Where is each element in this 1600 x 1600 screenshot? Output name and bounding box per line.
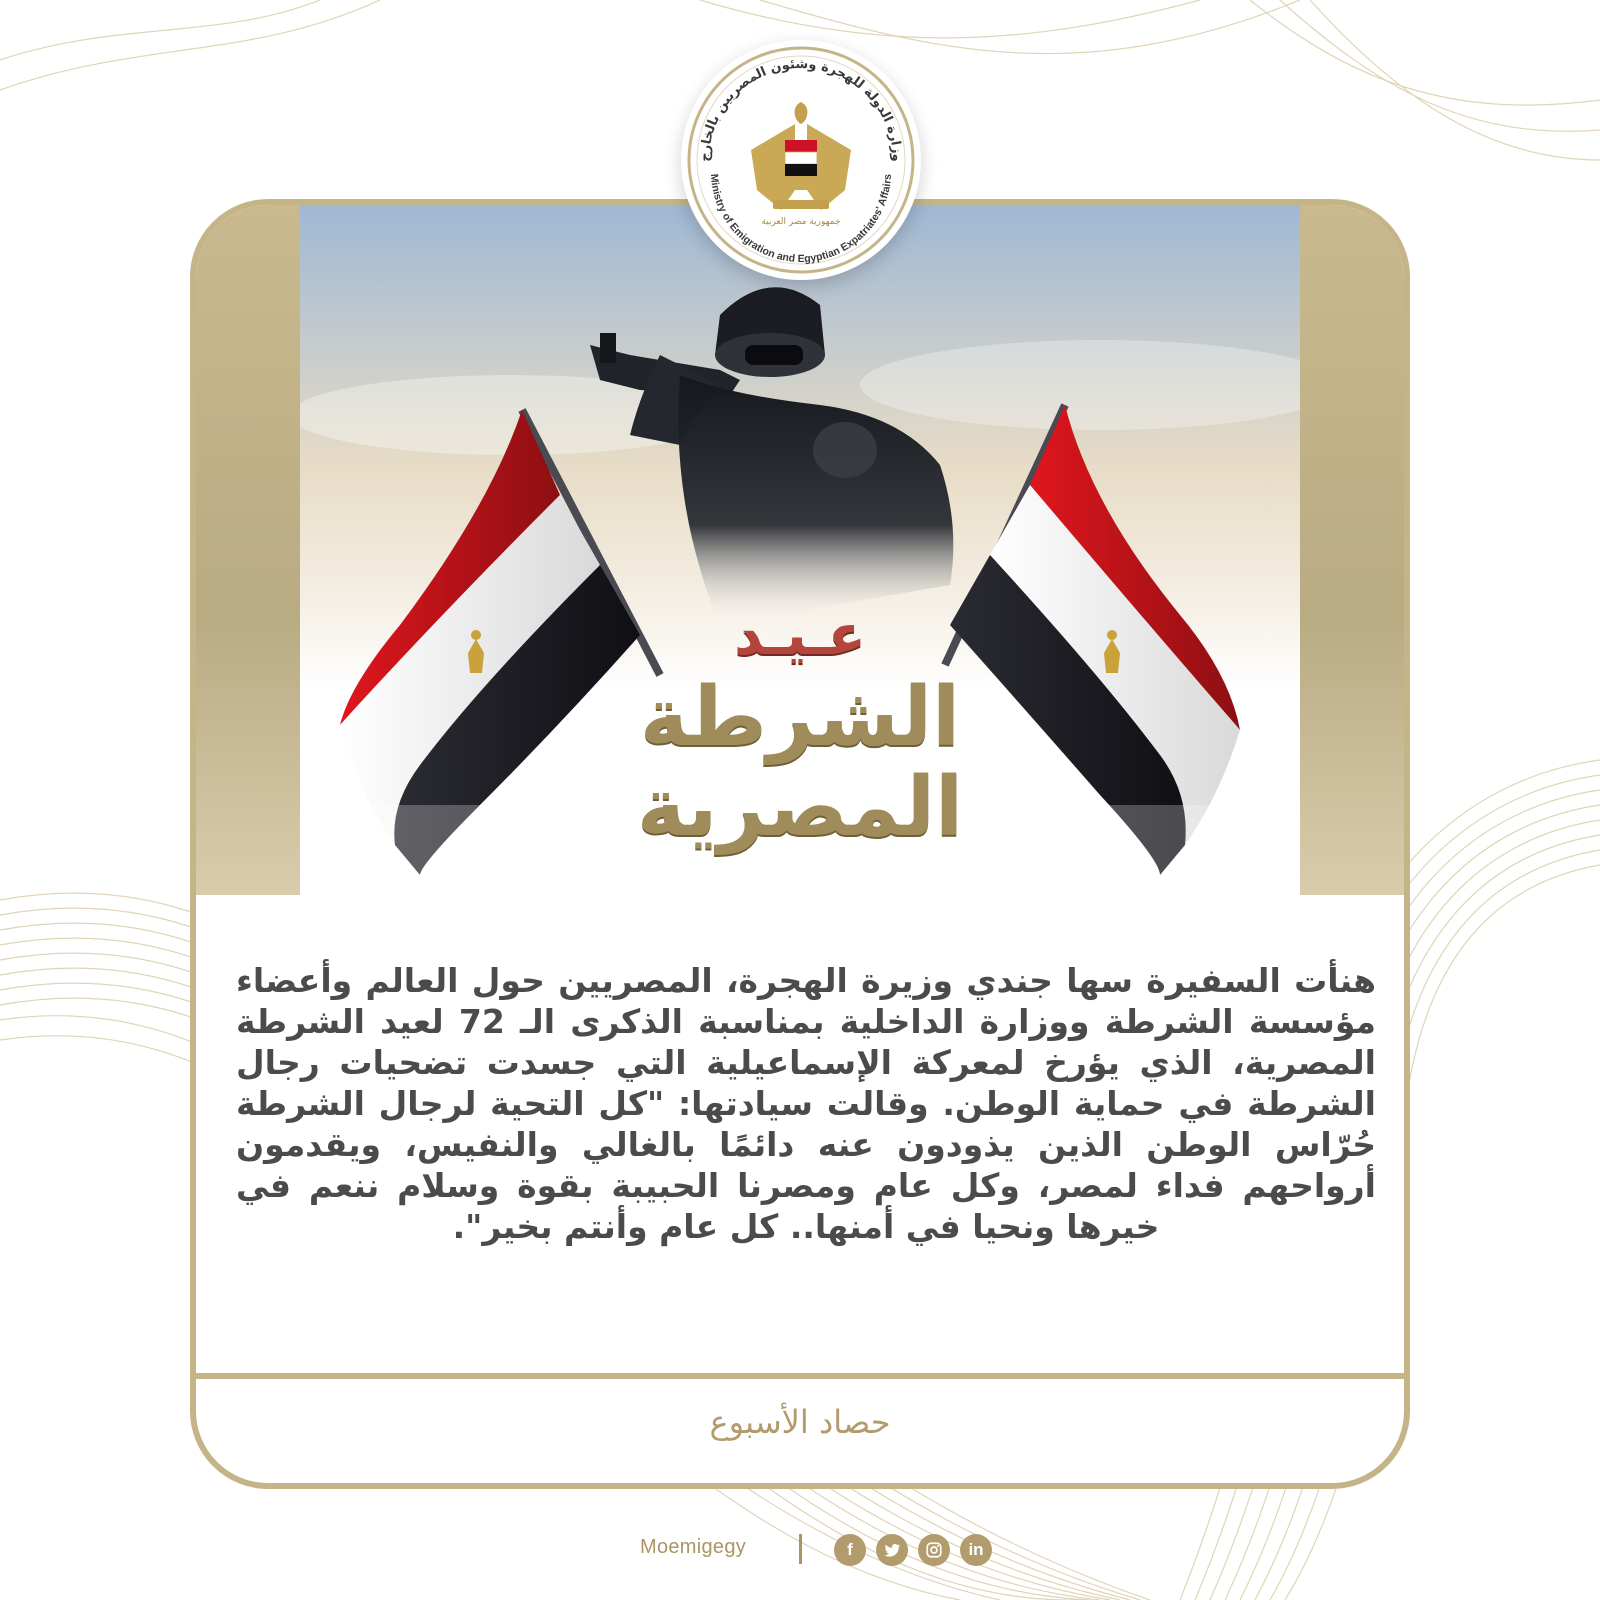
facebook-icon[interactable] xyxy=(834,1534,866,1566)
twitter-icon[interactable] xyxy=(876,1534,908,1566)
post-body-text: هنأت السفيرة سها جندي وزيرة الهجرة، المصريين حول العالم وأعضاء مؤسسة الشرطة ووزارة الداخلية بمناسبة الذكرى الـ 72 لعيد الشرطة المصرية، الذي يؤرخ لمعركة الإسماعيلية التي جسدت تضحيات رجال الشرطة في حماية الوطن. وقالت سيادتها: "كل التحية لرجال الشرطة حُرّاس الوطن الذين يذودون عنه دائمًا بالغالي والنفيس، ويقدمون أرواحهم فداء لمصر، وكل عام ومصرنا الحبيبة بقوة وسلام ننعم في خيرها ونحيا في أمنها.. كل عام وأنتم بخير". xyxy=(236,961,1376,1246)
ministry-emblem xyxy=(681,40,921,280)
instagram-icon[interactable] xyxy=(918,1534,950,1566)
emblem-caption: جمهورية مصر العربية xyxy=(761,217,841,227)
post-card xyxy=(190,199,1410,1489)
social-bar xyxy=(0,1532,1600,1572)
social-handle[interactable]: Moemigegy xyxy=(640,1536,747,1558)
footer-label: حصاد الأسبوع xyxy=(709,1403,891,1441)
poster-image xyxy=(300,205,1300,895)
poster-title-line-2: الشرطة xyxy=(639,670,961,765)
facebook-glyph: f xyxy=(847,1540,853,1559)
emblem-english-name: Ministry of Emigration and Egyptian Expatriates' Affairs xyxy=(707,173,895,266)
footer-divider xyxy=(190,1373,1410,1379)
card-side-band-left xyxy=(196,205,306,895)
poster-title-line-3: المصرية xyxy=(636,760,964,855)
social-separator xyxy=(799,1534,802,1564)
card-side-band-right xyxy=(1294,205,1404,895)
linkedin-glyph: in xyxy=(968,1540,984,1559)
emblem-arabic-name: وزارة الدولة للهجرة وشئون المصريين بالخارج xyxy=(697,56,905,162)
poster-title-line-1: عـيـد xyxy=(734,603,866,668)
linkedin-icon[interactable] xyxy=(960,1534,992,1566)
